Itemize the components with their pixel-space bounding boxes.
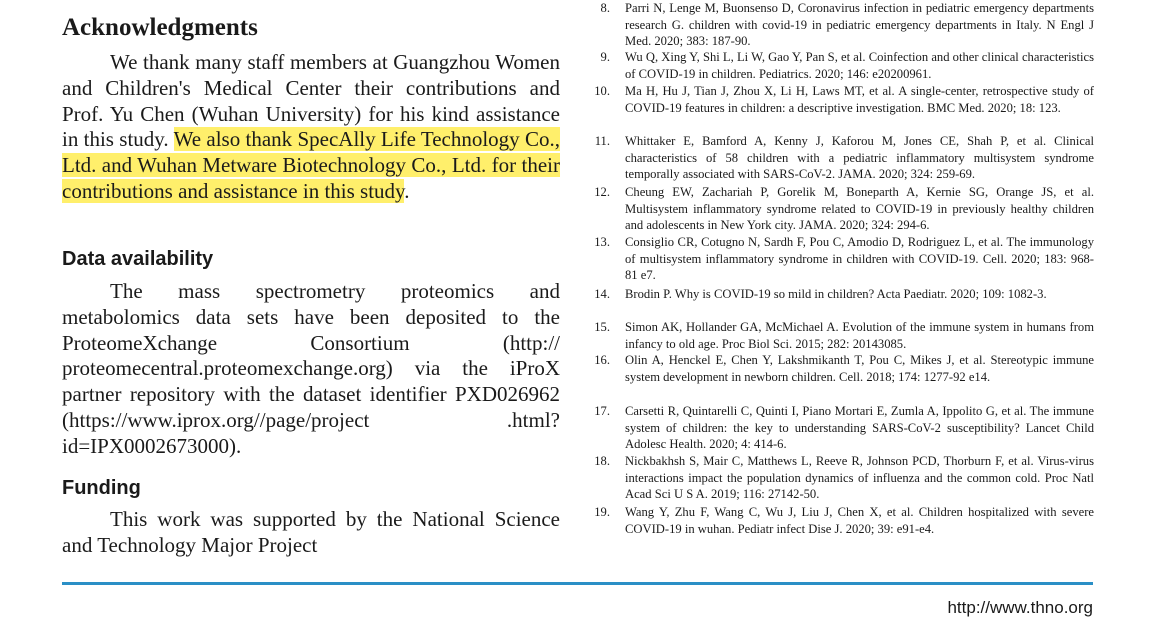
acknowledgments-end: . (404, 178, 410, 203)
reference-number: 17. (594, 404, 610, 418)
reference-text: Carsetti R, Quintarelli C, Quinti I, Piano Mortari E, Zumla A, Ippolito G, et al. The immune system of children: the key to understanding SARS-CoV-2 susceptibility? Lancet Child Adolesc Health. 2020; 4: 414-6. (625, 404, 1094, 452)
journal-url[interactable]: http://www.thno.org (947, 598, 1093, 617)
reference-number: 9. (600, 50, 610, 64)
funding-paragraph (62, 507, 560, 559)
acknowledgments-paragraph (62, 50, 560, 205)
highlighted-text: We also thank SpecAlly Life Technology Co., Ltd. and Wuhan Metware Biotechnology Co., Ltd. for their contributions and assistance in this study (62, 127, 560, 203)
reference-text: Simon AK, Hollander GA, McMichael A. Evolution of the immune system in humans from infancy to old age. Proc Biol Sci. 2015; 282: 20143085. (625, 320, 1094, 351)
reference-text: Cheung EW, Zachariah P, Gorelik M, Boneparth A, Kernie SG, Orange JS, et al. Multisystem inflammatory syndrome related to COVID-19 in previously healthy children and adolescents in New York city. JAMA. 2020; 324: 294-6. (625, 185, 1094, 233)
reference-item (588, 133, 1094, 183)
reference-item (588, 49, 1094, 82)
reference-item (588, 0, 1094, 50)
reference-text: Brodin P. Why is COVID-19 so mild in children? Acta Paediatr. 2020; 109: 1082-3. (625, 287, 1047, 301)
reference-number: 13. (594, 235, 610, 249)
reference-text: Parri N, Lenge M, Buonsenso D, Coronavirus infection in pediatric emergency departments research G. children with covid-19 in pediatric emergency departments in Italy. N Engl J Med. 2020; 383: 187-90. (625, 1, 1094, 49)
reference-text: Wang Y, Zhu F, Wang C, Wu J, Liu J, Chen X, et al. Children hospitalized with severe COVID-19 in wuhan. Pediatr infect Dise J. 2020; 39: e91-e4. (625, 505, 1094, 536)
reference-text: Wu Q, Xing Y, Shi L, Li W, Gao Y, Pan S, et al. Coinfection and other clinical characteristics of COVID-19 in children. Pediatrics. 2020; 146: e20200961. (625, 50, 1094, 81)
funding-text: This work was supported by the National Science and Technology Major Project (62, 507, 560, 557)
reference-item (588, 319, 1094, 352)
data-availability-text: The mass spectrometry proteomics and metabolomics data sets have been deposited to the ProteomeXchange Consortium (http:// proteomecentral.proteomexchange.org) via the iProX partner repository with the dataset identifier PXD026962 (https://www.iprox.org//page/project .html?id=IPX0002673000). (62, 279, 560, 458)
reference-item (588, 453, 1094, 503)
reference-text: Consiglio CR, Cotugno N, Sardh F, Pou C, Amodio D, Rodriguez L, et al. The immunology of multisystem inflammatory syndrome in children with COVID-19. Cell. 2020; 183: 968-81 e7. (625, 235, 1094, 283)
reference-number: 15. (594, 320, 610, 334)
reference-number: 14. (594, 287, 610, 301)
reference-number: 12. (594, 185, 610, 199)
reference-item (588, 403, 1094, 453)
reference-text: Nickbakhsh S, Mair C, Matthews L, Reeve R, Johnson PCD, Thorburn F, et al. Virus-virus interactions impact the population dynamics of influenza and the common cold. Proc Natl Acad Sci U S A. 2019; 116: 27142-50. (625, 454, 1094, 502)
funding-heading: Funding (62, 477, 141, 499)
footer-rule (62, 582, 1093, 585)
data-availability-paragraph (62, 279, 560, 460)
reference-item (588, 286, 1094, 303)
acknowledgments-heading: Acknowledgments (62, 14, 258, 41)
reference-item (588, 184, 1094, 234)
reference-text: Whittaker E, Bamford A, Kenny J, Kaforou M, Jones CE, Shah P, et al. Clinical characteristics of 58 children with a pediatric inflammatory multisystem syndrome temporally associated with SARS-CoV-2. JAMA. 2020; 324: 259-69. (625, 134, 1094, 182)
reference-item (588, 234, 1094, 284)
reference-number: 18. (594, 454, 610, 468)
reference-item (588, 352, 1094, 385)
reference-number: 10. (594, 84, 610, 98)
data-availability-heading: Data availability (62, 248, 214, 270)
reference-number: 11. (594, 134, 610, 148)
reference-text: Ma H, Hu J, Tian J, Zhou X, Li H, Laws MT, et al. A single-center, retrospective study of COVID-19 features in children: a descriptive investigation. BMC Med. 2020; 18: 123. (625, 84, 1094, 115)
reference-item (588, 83, 1094, 116)
reference-item (588, 504, 1094, 537)
reference-number: 19. (594, 505, 610, 519)
acknowledgments-text: We thank many staff members at Guangzhou Women and Children's Medical Center their contributions and Prof. Yu Chen (Wuhan University) for his kind assistance in this study. (62, 50, 560, 152)
reference-text: Olin A, Henckel E, Chen Y, Lakshmikanth T, Pou C, Mikes J, et al. Stereotypic immune system development in newborn children. Cell. 2018; 174: 1277-92 e14. (625, 353, 1094, 384)
reference-number: 8. (600, 1, 610, 15)
reference-number: 16. (594, 353, 610, 367)
